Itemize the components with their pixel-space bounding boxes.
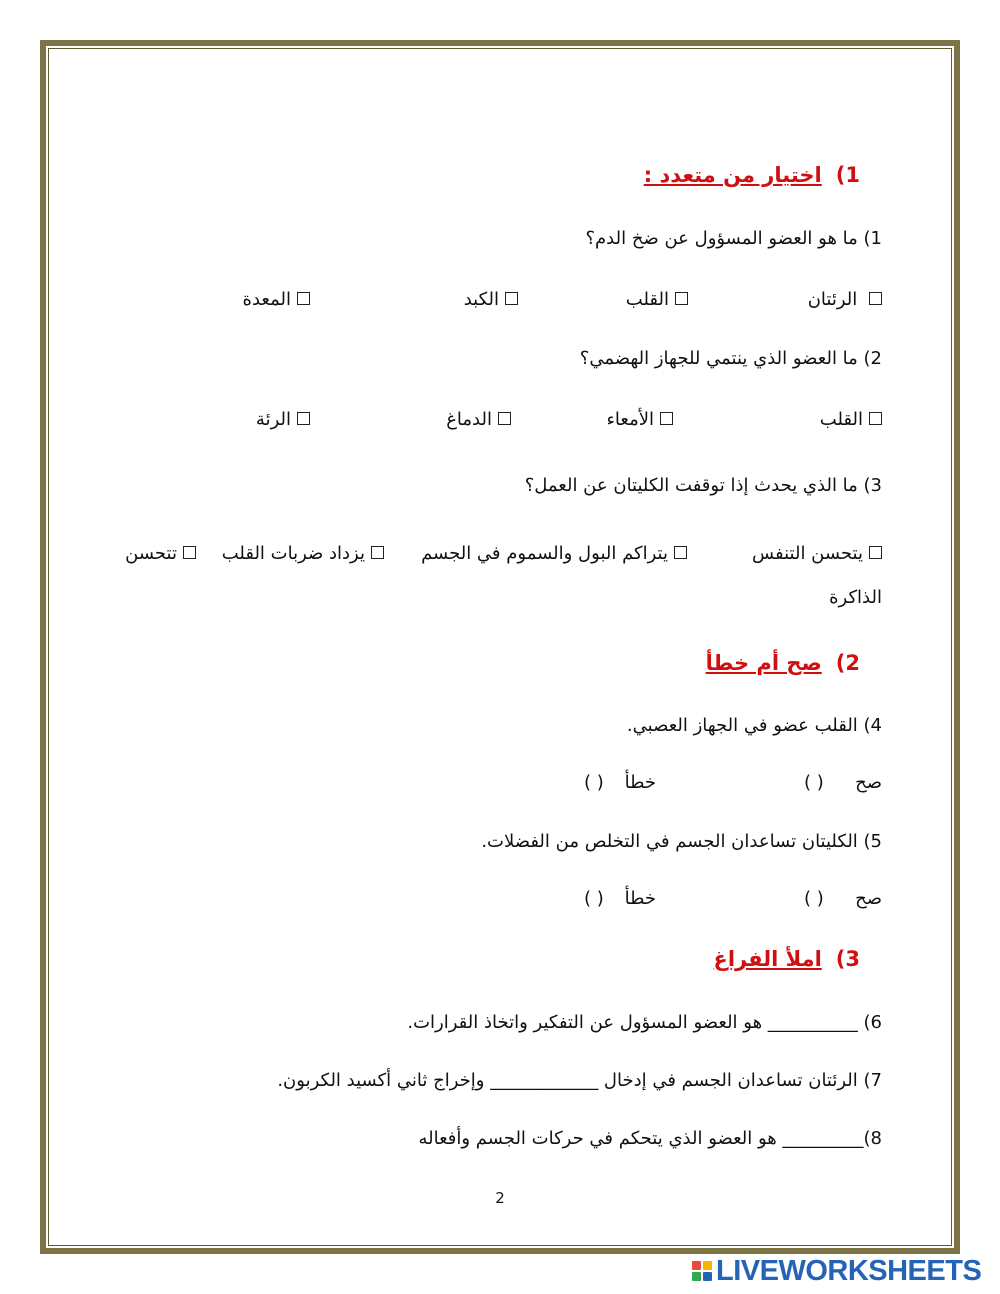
checkbox[interactable] <box>674 546 687 559</box>
q2-option-4[interactable]: الرئة <box>256 407 310 433</box>
checkbox[interactable] <box>498 412 511 425</box>
q5-true-label: صح <box>855 888 882 909</box>
checkbox[interactable] <box>371 546 384 559</box>
q3-option-1[interactable]: يتحسن التنفس <box>752 541 882 567</box>
q1-option-2[interactable]: القلب <box>626 287 688 313</box>
q5-true-answer[interactable]: ( ) <box>804 888 824 909</box>
q3-option-4-wrap: الذاكرة <box>829 587 882 608</box>
q4-false-answer[interactable]: ( ) <box>584 772 604 793</box>
checkbox[interactable] <box>297 412 310 425</box>
page-number: 2 <box>495 1189 505 1207</box>
q2-option-3[interactable]: الدماغ <box>446 407 511 433</box>
question-1: 1) ما هو العضو المسؤول عن ضخ الدم؟ <box>585 228 882 249</box>
q1-option-1[interactable]: الرئتان <box>808 287 882 313</box>
checkbox[interactable] <box>660 412 673 425</box>
logo-blocks-icon <box>692 1261 712 1281</box>
q4-true-answer[interactable]: ( ) <box>804 772 824 793</box>
question-7[interactable]: 7) الرئتان تساعدان الجسم في إدخال ____________ وإخراج ثاني أكسيد الكربون. <box>277 1070 882 1091</box>
checkbox[interactable] <box>675 292 688 305</box>
q1-option-3[interactable]: الكبد <box>464 287 518 313</box>
question-4: 4) القلب عضو في الجهاز العصبي. <box>626 715 882 736</box>
q5-false-answer[interactable]: ( ) <box>584 888 604 909</box>
question-3: 3) ما الذي يحدث إذا توقفت الكليتان عن العمل؟ <box>524 475 882 496</box>
question-2: 2) ما العضو الذي ينتمي للجهاز الهضمي؟ <box>579 348 882 369</box>
section3-title: املأ الفراغ <box>713 947 822 971</box>
section3-number: 3) <box>835 947 860 971</box>
logo-text: LIVEWORKSHEETS <box>716 1254 982 1287</box>
q3-option-2[interactable]: يتراكم البول والسموم في الجسم <box>421 541 687 567</box>
checkbox[interactable] <box>183 546 196 559</box>
q3-option-4[interactable]: تتحسن <box>125 541 196 567</box>
checkbox[interactable] <box>869 292 882 305</box>
checkbox[interactable] <box>505 292 518 305</box>
section1-number: 1) <box>835 163 860 187</box>
section2-number: 2) <box>835 651 860 675</box>
question-5: 5) الكليتان تساعدان الجسم في التخلص من الفضلات. <box>481 831 882 852</box>
q1-option-4[interactable]: المعدة <box>243 287 310 313</box>
question-8[interactable]: 8)_________ هو العضو الذي يتحكم في حركات الجسم وأفعاله <box>418 1128 882 1149</box>
section2-title: صح أم خطأ <box>705 651 822 675</box>
checkbox[interactable] <box>869 412 882 425</box>
checkbox[interactable] <box>297 292 310 305</box>
checkbox[interactable] <box>869 546 882 559</box>
section3-heading <box>714 947 861 971</box>
q3-option-3[interactable]: يزداد ضربات القلب <box>222 541 384 567</box>
section1-heading <box>644 163 860 187</box>
question-6[interactable]: 6) __________ هو العضو المسؤول عن التفكير واتخاذ القرارات. <box>407 1012 882 1033</box>
section1-title: اختيار من متعدد : <box>643 163 822 187</box>
q2-option-1[interactable]: القلب <box>820 407 882 433</box>
q4-true-label: صح <box>855 772 882 793</box>
q5-false-label: خطأ <box>624 888 656 909</box>
section2-heading <box>706 651 860 675</box>
liveworksheets-logo <box>692 1254 981 1288</box>
q4-false-label: خطأ <box>624 772 656 793</box>
q2-option-2[interactable]: الأمعاء <box>606 407 673 433</box>
